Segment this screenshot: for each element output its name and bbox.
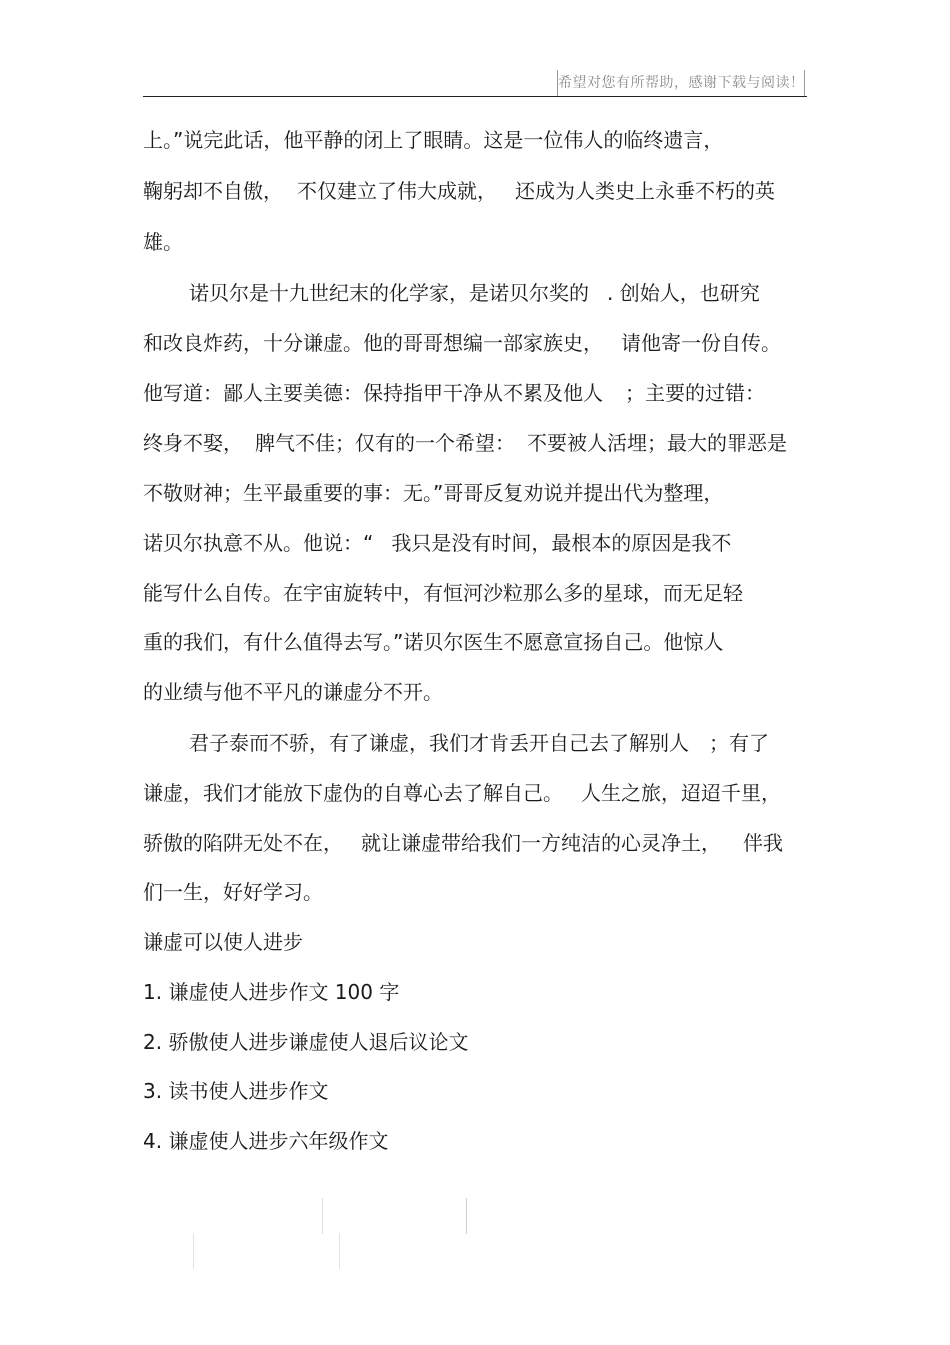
body-line: 上。”说完此话，他平静的闭上了眼睛。这是一位伟人的临终遗言， [143,128,724,152]
header-rule [143,96,807,97]
related-item: 2. 骄傲使人进步谦虚使人退后议论文 [143,1030,469,1054]
body-line: 不敬财神；生平最重要的事：无。”哥哥反复劝说并提出代为整理， [143,481,724,505]
body-line: 鞠躬却不自傲， 不仅建立了伟大成就， 还成为人类史上永垂不朽的英 [143,179,775,203]
body-line: 骄傲的陷阱无处不在， 就让谦虚带给我们一方纯洁的心灵净土， 伴我 [143,831,783,855]
related-title: 谦虚可以使人进步 [143,930,303,954]
related-item: 3. 读书使人进步作文 [143,1079,329,1103]
faint-divider [339,1233,340,1269]
related-item: 4. 谦虚使人进步六年级作文 [143,1129,389,1153]
body-line: 和改良炸药，十分谦虚。他的哥哥想编一部家族史， 请他寄一份自传。 [143,331,781,355]
body-line: 能写什么自传。在宇宙旋转中，有恒河沙粒那么多的星球，而无足轻 [143,581,743,605]
related-item: 1. 谦虚使人进步作文 100 字 [143,980,400,1004]
body-line: 重的我们，有什么值得去写。”诺贝尔医生不愿意宣扬自己。他惊人 [143,630,724,654]
body-line: 雄。 [143,230,183,254]
body-line: 他写道：鄙人主要美德：保持指甲干净从不累及他人 ；主要的过错： [143,381,765,405]
body-line: 的业绩与他不平凡的谦虚分不开。 [143,680,443,704]
faint-divider [322,1198,323,1234]
body-line: 终身不娶， 脾气不佳；仅有的一个希望： 不要被人活埋；最大的罪恶是 [143,431,787,455]
faint-divider [193,1233,194,1269]
body-line: 们一生，好好学习。 [143,880,323,904]
body-line: 谦虚，我们才能放下虚伪的自尊心去了解自己。 人生之旅，迢迢千里， [143,781,781,805]
paragraph-start: 君子泰而不骄，有了谦虚，我们才肯丢开自己去了解别人 ；有了 [189,731,769,755]
paragraph-start: 诺贝尔是十九世纪末的化学家，是诺贝尔奖的 . 创始人，也研究 [189,281,760,305]
faint-divider [466,1198,467,1234]
body-line: 诺贝尔执意不从。他说：“ 我只是没有时间，最根本的原因是我不 [143,531,732,555]
header-note: 希望对您有所帮助，感谢下载与阅读！ [557,70,805,96]
